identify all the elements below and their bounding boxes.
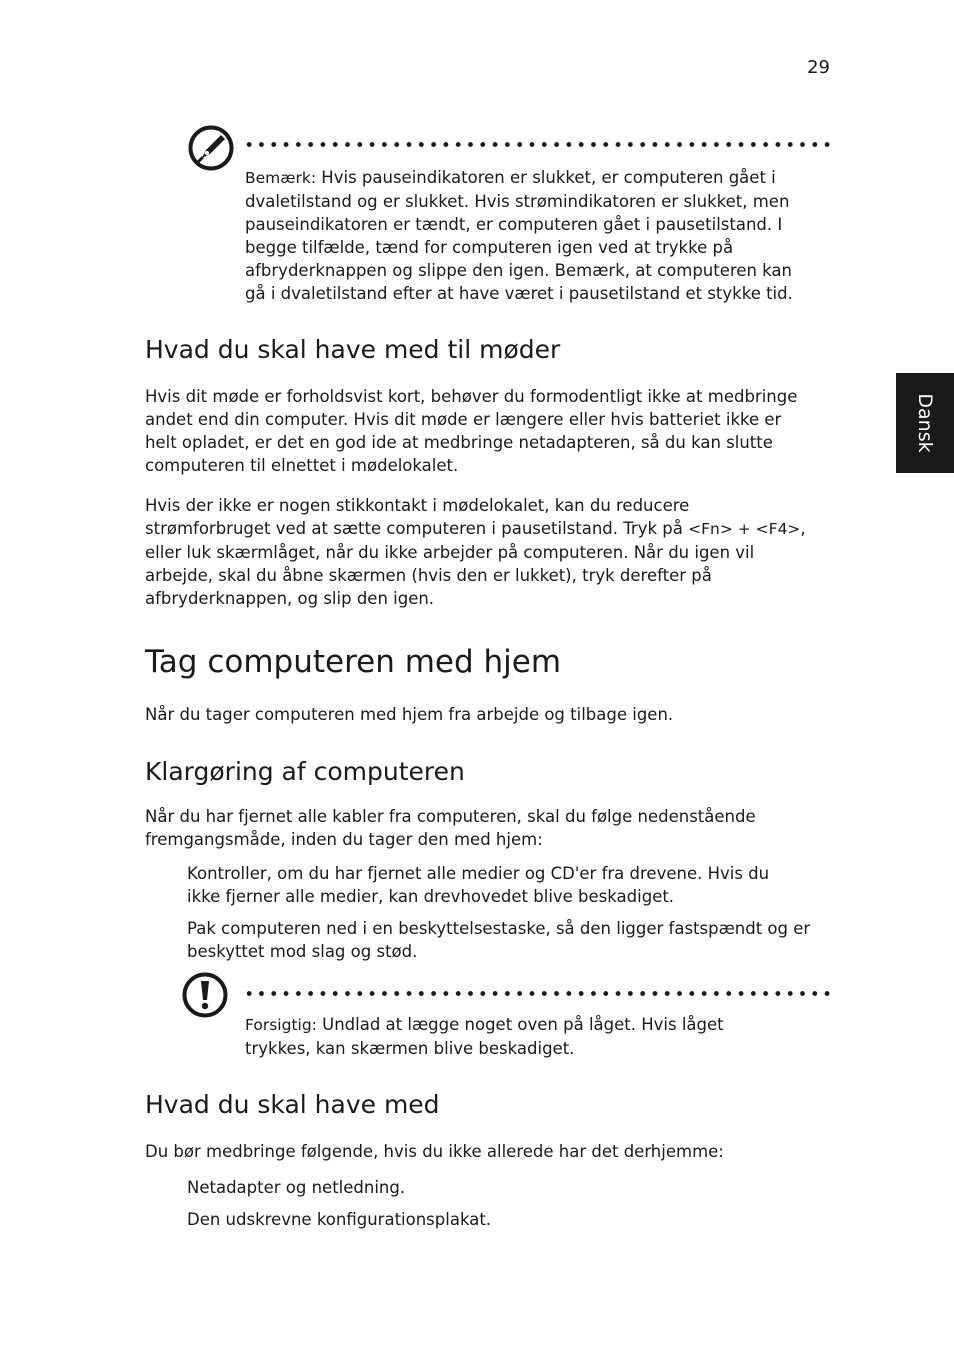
- language-tab: [896, 373, 954, 473]
- intro-text: Når du tager computeren med hjem fra arbejde og tilbage igen.: [145, 705, 674, 724]
- caution-label: Forsigtig:: [245, 1016, 317, 1034]
- prepare-paragraph: Når du har fjernet alle kabler fra computeren, skal du følge nedenstående fremgangsmåde, inden du tager den med hjem:: [145, 807, 756, 849]
- note-text: [245, 166, 845, 305]
- caution-divider: [243, 991, 833, 996]
- note-line: afbryderknappen og slippe den igen. Bemærk, at computeren kan: [245, 261, 792, 280]
- section-heading-meetings: Hvad du skal have med til møder: [145, 335, 561, 364]
- list-item: Netadapter og netledning.: [187, 1178, 406, 1197]
- main-heading: Tag computeren med hjem: [145, 644, 562, 680]
- bring-paragraph: Du bør medbringe følgende, hvis du ikke allerede har det derhjemme:: [145, 1142, 724, 1161]
- list-item: Den udskrevne konfigurationsplakat.: [187, 1210, 492, 1229]
- page-number: 29: [807, 57, 830, 78]
- note-line: dvaletilstand og er slukket. Hvis strømindikatoren er slukket, men: [245, 192, 790, 211]
- note-line: pauseindikatoren er tændt, er computeren gået i pausetilstand. I: [245, 215, 783, 234]
- list-item: Pak computeren ned i en beskyttelsestaske, så den ligger fastspændt og er beskyttet mod slag og stød.: [187, 919, 811, 961]
- note-pen-icon: [187, 124, 235, 172]
- note-line: begge tilfælde, tænd for computeren igen ved at trykke på: [245, 238, 734, 257]
- list-item: Kontroller, om du har fjernet alle medier og CD'er fra drevene. Hvis du ikke fjerner alle medier, kan drevhovedet blive beskadiget.: [187, 864, 770, 906]
- meetings-paragraph-1: Hvis dit møde er forholdsvist kort, behøver du formodentligt ikke at medbringe andet end din computer. Hvis dit møde er længere eller hvis batteriet ikke er helt opladet, er det en god ide at medbringe netadapteren, så du kan slutte computeren til elnettet i mødelokalet.: [145, 387, 798, 475]
- note-line: gå i dvaletilstand efter at have været i pausetilstand et stykke tid.: [245, 284, 793, 303]
- note-divider: [243, 142, 833, 147]
- key-combo: <Fn> + <F4>: [688, 520, 801, 538]
- meetings-paragraph-2: Hvis der ikke er nogen stikkontakt i mødelokalet, kan du reducere strømforbruget ved at sætte computeren i pausetilstand. Tryk på <Fn> + <F4>, eller luk skærmlåget, når du ikke arbejder på computeren. Når du igen vil arbejde, skal du åbne skærmen (hvis den er lukket), tryk derefter på afbryderknappen, og slip den igen.: [145, 496, 806, 608]
- section-heading-prepare: Klargøring af computeren: [145, 757, 465, 786]
- caution-text: Forsigtig: Undlad at lægge noget oven på låget. Hvis låget trykkes, kan skærmen blive beskadiget.: [245, 1015, 724, 1058]
- warning-exclamation-icon: [181, 971, 229, 1019]
- language-tab-label: Dansk: [914, 393, 936, 453]
- note-line: Bemærk: Hvis pauseindikatoren er slukket, er computeren gået i: [245, 168, 776, 187]
- section-heading-bring: Hvad du skal have med: [145, 1090, 440, 1119]
- note-label: Bemærk:: [245, 169, 317, 187]
